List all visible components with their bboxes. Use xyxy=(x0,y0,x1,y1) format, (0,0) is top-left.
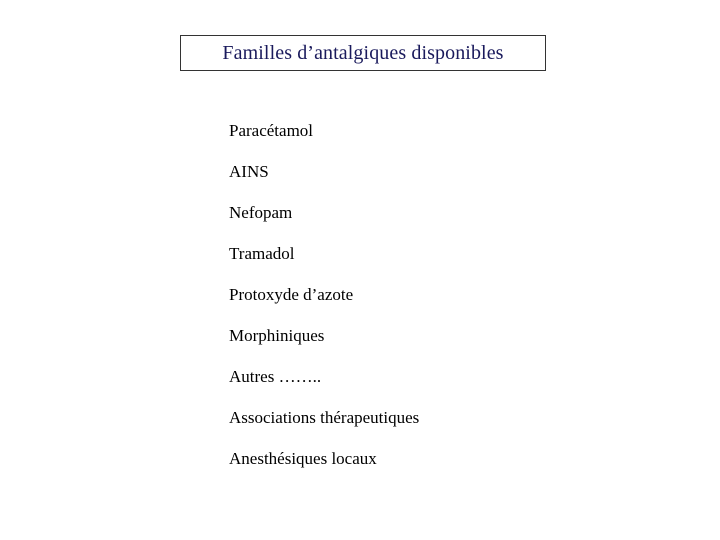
list-item: Morphiniques xyxy=(229,326,325,345)
list-item: Associations thérapeutiques xyxy=(229,408,420,427)
list-item: Anesthésiques locaux xyxy=(229,449,377,468)
list-item: Protoxyde d’azote xyxy=(229,285,354,304)
list-item: Autres …….. xyxy=(229,367,322,386)
list-item: AINS xyxy=(229,162,269,181)
list-item: Nefopam xyxy=(229,203,293,222)
list-item: Tramadol xyxy=(229,244,295,263)
title-box xyxy=(180,35,546,71)
slide-title: Familles d’antalgiques disponibles xyxy=(222,41,504,64)
analgesic-list xyxy=(229,118,419,487)
list-item: Paracétamol xyxy=(229,121,314,140)
